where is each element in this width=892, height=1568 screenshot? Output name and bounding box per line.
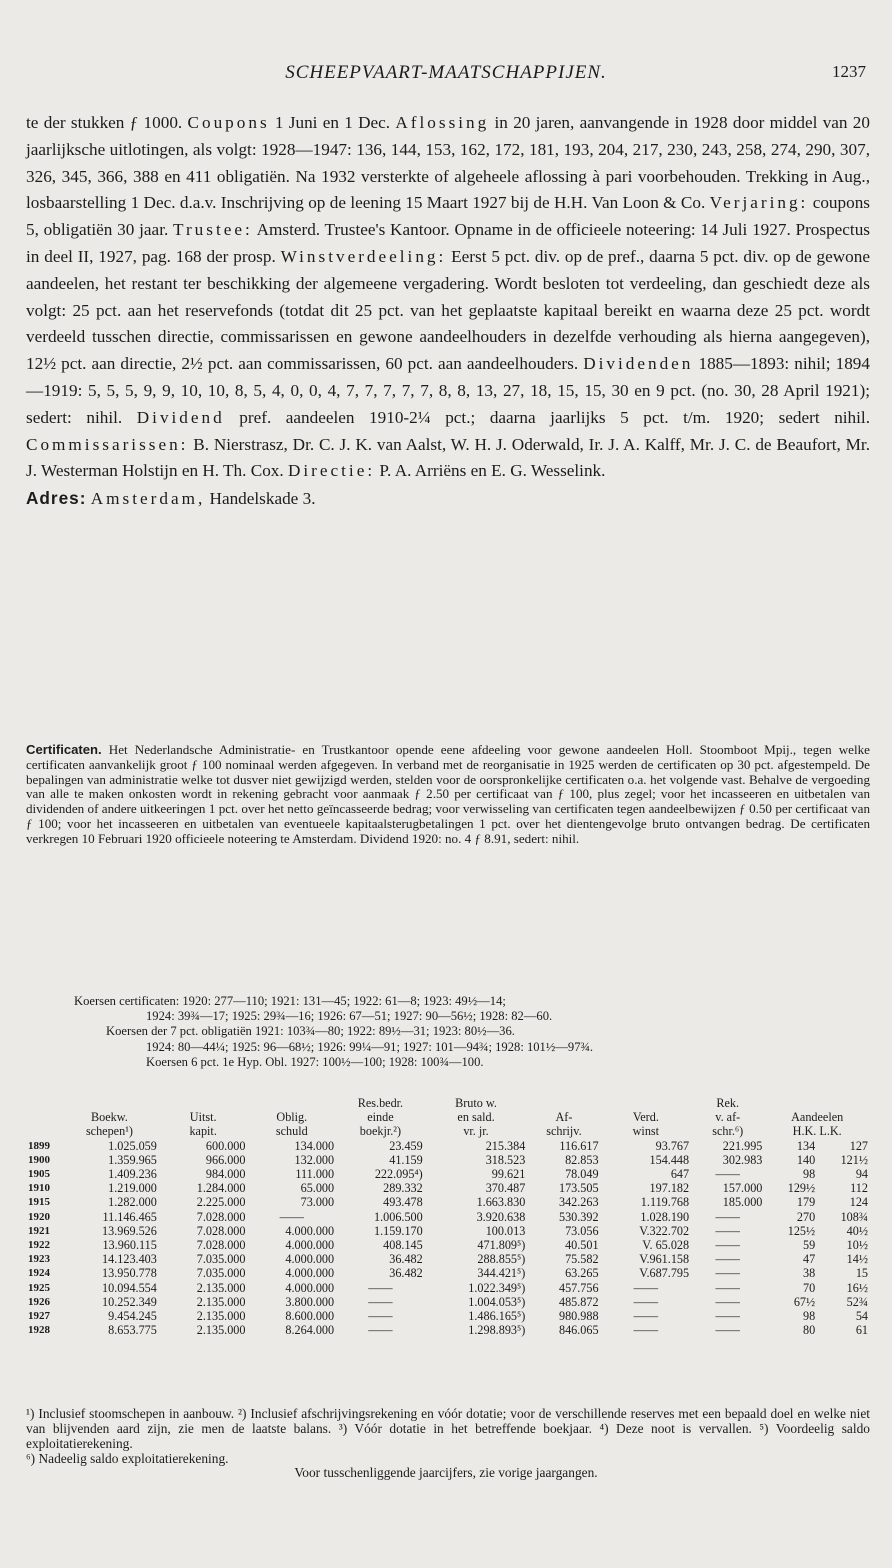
address-line [26, 485, 870, 513]
year-cell: 1899 [28, 1139, 50, 1152]
table-cell: 16½ [846, 1280, 868, 1295]
table-cell: —— [715, 1209, 740, 1224]
year-cell: 1900 [28, 1153, 50, 1166]
table-cell: —— [368, 1280, 393, 1295]
koersen-certificaten-line-1: Koersen certificaten: 1920: 277—110; 1921: 131—45; 1922: 61—8; 1923: 49½—14; [74, 994, 506, 1008]
col-header: einde [367, 1110, 394, 1125]
table-cell: 1.004.053⁵) [468, 1294, 526, 1309]
table-cell: 185.000 [722, 1195, 763, 1210]
table-row [26, 1309, 870, 1323]
text-fragment: coupons 5, obligatiën 30 jaar. [26, 193, 870, 240]
col-header: kapit. [189, 1124, 217, 1139]
col-header [26, 1110, 60, 1124]
table-cell: 7.028.000 [196, 1223, 246, 1238]
table-cell: 98 [802, 1309, 816, 1324]
col-header: Verd. [632, 1110, 659, 1125]
table-cell: 8.600.000 [285, 1309, 335, 1324]
table-cell: —— [633, 1294, 659, 1309]
table-cell: 530.392 [558, 1209, 599, 1224]
table-cell: 1.219.000 [108, 1181, 157, 1196]
page-number: 1237 [832, 62, 866, 81]
certificaten-section [26, 743, 870, 847]
table-cell: 2.225.000 [196, 1195, 246, 1210]
table-cell: 1.282.000 [108, 1195, 157, 1210]
table-cell: 4.000.000 [285, 1238, 335, 1253]
table-cell: 3.800.000 [285, 1294, 335, 1309]
table-cell: 13.950.778 [102, 1266, 157, 1281]
table-cell: 65.000 [300, 1181, 335, 1196]
table-cell: —— [279, 1209, 304, 1224]
col-header-rek: Rek. [716, 1096, 740, 1110]
table-cell: 1.284.000 [196, 1181, 246, 1196]
table-cell: 94 [855, 1167, 868, 1182]
table-row [26, 1252, 870, 1266]
verjaring-label: Verjaring: [709, 193, 809, 213]
table-cell: —— [715, 1309, 740, 1324]
table-cell: 61 [855, 1323, 868, 1338]
table-cell: 1.028.190 [640, 1209, 690, 1224]
trustee-label: Trustee: [173, 220, 253, 240]
year-cell: 1905 [28, 1168, 50, 1181]
table-cell: 302.983 [722, 1152, 763, 1167]
col-header-resbedr: Res.bedr. [357, 1096, 404, 1110]
table-cell: —— [368, 1294, 393, 1309]
table-cell: 125½ [787, 1223, 816, 1238]
text-fragment: 1 Juni en 1 Dec. [269, 113, 396, 132]
year-cell: 1922 [28, 1239, 50, 1252]
table-cell: 980.988 [558, 1309, 599, 1324]
col-header: Uitst. [189, 1110, 217, 1125]
table-cell: 10½ [846, 1238, 868, 1253]
table-cell: 4.000.000 [285, 1223, 335, 1238]
text-fragment: 1885—1893: nihil; 1894—1919: 5, 5, 5, 9, 9, 10, 10, 8, 5, 4, 0, 0, 4, 7, 7, 7, 7, 7, 8, 8, 13, 27, 18, 15, 15, 30 en 9 pct. (no. 30, 28 April 1921); sedert: nihil. [26, 354, 870, 427]
table-cell: 9.454.245 [108, 1309, 157, 1324]
table-cell: —— [715, 1280, 740, 1295]
text-fragment: in 20 jaren, aanvangende in 1928 door middel van 20 jaarlijksche uitlotingen, als volgt: 1928—1947: 136, 144, 153, 162, 172, 181, 193, 204, 217, 230, 243, 258, 274, 290, 307, 326, 345, 366, 388 en 411 obligatiën. Na 1932 versterkte of algeheele aflossing à pari voorbehouden. Trekking in Aug., losbaarstelling 1 Dec. d.a.v. Inschrijving op de leening 15 Maart 1927 bij de H.H. Van Loon & Co. [26, 113, 870, 213]
table-row [26, 1281, 870, 1295]
col-header: vr. jr. [463, 1124, 489, 1139]
table-cell: 13.969.526 [102, 1223, 157, 1238]
table-cell: 73.056 [565, 1223, 599, 1238]
table-cell: 15 [855, 1266, 868, 1281]
table-cell: 82.853 [565, 1152, 599, 1167]
table-cell: 215.384 [485, 1138, 526, 1153]
table-cell: 370.487 [485, 1181, 526, 1196]
table-cell: 1.359.965 [108, 1152, 157, 1167]
table-row [26, 1181, 870, 1195]
table-cell: 1.025.059 [108, 1138, 157, 1153]
table-cell: 10.252.349 [102, 1294, 157, 1309]
table-cell: 2.135.000 [196, 1323, 246, 1338]
table-cell: 1.298.893⁵) [468, 1323, 526, 1338]
year-cell: 1927 [28, 1310, 50, 1323]
table-cell: 173.505 [558, 1181, 599, 1196]
table-cell: 99.621 [491, 1167, 526, 1182]
closing-note: Voor tusschenliggende jaarcijfers, zie vorige jaargangen. [294, 1465, 598, 1480]
text-fragment: pref. aandeelen 1910-2¼ pct.; daarna jaarlijks 5 pct. t/m. 1920; sedert nihil. [224, 407, 870, 427]
table-cell: 52¾ [846, 1294, 868, 1309]
table-cell: 36.482 [389, 1266, 423, 1281]
col-header: v. af- [715, 1110, 741, 1125]
col-header-bruto: Bruto w. [455, 1096, 497, 1110]
table-cell: 59 [802, 1238, 816, 1253]
table-cell: 132.000 [294, 1152, 335, 1167]
table-cell: 75.582 [565, 1252, 599, 1267]
table-cell: 408.145 [383, 1238, 423, 1253]
table-cell: 112 [850, 1181, 868, 1196]
adres-street: Handelskade 3. [205, 489, 316, 509]
table-cell: 157.000 [722, 1181, 763, 1196]
col-header: schr.⁶) [712, 1124, 744, 1139]
table-cell: 140 [796, 1152, 816, 1167]
coupons-label: Coupons [187, 113, 270, 132]
year-cell: 1920 [28, 1210, 50, 1223]
table-cell: 3.920.638 [476, 1209, 526, 1224]
table-cell: 647 [670, 1167, 690, 1182]
table-cell: 67½ [793, 1294, 816, 1309]
table-cell: 73.000 [300, 1195, 335, 1210]
col-header: en sald. [457, 1110, 495, 1125]
table-cell: 2.135.000 [196, 1294, 246, 1309]
dividend-label: Dividend [136, 407, 225, 427]
table-cell: —— [633, 1323, 659, 1338]
table-cell: 10.094.554 [102, 1280, 157, 1295]
table-cell: 8.653.775 [108, 1323, 157, 1338]
table-cell: 40½ [846, 1223, 868, 1238]
col-header: schrijv. [546, 1124, 582, 1139]
table-row [26, 1323, 870, 1337]
table-cell: 966.000 [205, 1152, 246, 1167]
table-cell: 1.486.165⁵) [468, 1309, 526, 1324]
commissarissen-label: Commissarissen: [26, 434, 189, 454]
footnote-text-6: ⁶) Nadeelig saldo exploitatierekening. [26, 1451, 229, 1466]
table-cell: 100.013 [485, 1223, 526, 1238]
table-cell: 8.264.000 [285, 1323, 335, 1338]
koersen-hypotheek-line: Koersen 6 pct. 1e Hyp. Obl. 1927: 100½—100; 1928: 100¾—100. [146, 1054, 484, 1069]
table-cell: 14.123.403 [102, 1252, 157, 1267]
certificaten-text: Het Nederlandsche Administratie- en Trustkantoor opende eene afdeeling voor gewone aandeelen Holl. Stoomboot Mpij., tegen welke certificaten aanvankelijk groot ƒ 100 nominaal werden afgegeven. In verband met de reorganisatie in 1925 werden de certificaten op 30 pct. afgestempeld. De bepalingen van administratie welke tot dusver niet gewijzigd werden, stelden voor de oorspronkelijke certificaten o.a. het volgende vast. Behalve de vergoeding van alle te maken onkosten wordt in rekening gebracht voor aanmaak ƒ 2.50 per certificaat van ƒ 100, plus zegel; voor het incasseeren en uitbetalen van dividenden of andere uitkeeringen 1 pct. over het netto geïncasseerde bedrag; voor verwisseling van certificaten tegen aandeelbewijzen ƒ 0.50 per certificaat van ƒ 100; voor het incasseeren en uitbetalen van eventueele kapitaalsterugbetalingen 1 pct. over het dientengevolge bruto ontvangen bedrag. De certificaten verkregen 10 Februari 1920 officieele noteering te Amsterdam. Dividend 1920: no. 4 ƒ 8.91, sedert: nihil. [26, 742, 870, 846]
aflossing-label: Aflossing [395, 113, 490, 132]
col-header: Af- [555, 1110, 573, 1125]
year-cell: 1910 [28, 1182, 50, 1195]
col-header: schepen¹) [85, 1124, 133, 1139]
table-cell: 179 [796, 1195, 816, 1210]
table-cell: 70 [802, 1280, 816, 1295]
table-cell: 13.960.115 [102, 1238, 157, 1253]
main-text [26, 110, 870, 513]
table-cell: 289.332 [383, 1181, 423, 1196]
col-header [26, 1124, 60, 1138]
year-cell: 1926 [28, 1295, 50, 1308]
koersen-section [26, 994, 870, 1070]
footnotes [26, 1406, 870, 1466]
year-cell: 1925 [28, 1281, 50, 1294]
table-row [26, 1195, 870, 1209]
table-cell: 4.000.000 [285, 1280, 335, 1295]
col-header: Oblig. [276, 1110, 308, 1125]
table-cell: 7.035.000 [196, 1266, 246, 1281]
adres-label: Adres: [26, 488, 87, 509]
table-row [26, 1153, 870, 1167]
table-cell: 129½ [787, 1181, 816, 1196]
table-cell: 127 [849, 1138, 868, 1153]
table-cell: 47 [802, 1252, 816, 1267]
koersen-obligaties-line-2: 1924: 80—44¼; 1925: 96—68½; 1926: 99¼—91; 1927: 101—94¾; 1928: 101½—97¾. [146, 1039, 594, 1054]
table-cell: —— [715, 1323, 740, 1338]
table-cell: —— [715, 1252, 740, 1267]
running-title: SCHEEPVAART-MAATSCHAPPIJEN. [285, 62, 607, 83]
table-cell: —— [633, 1280, 659, 1295]
table-cell: 4.000.000 [285, 1266, 335, 1281]
table-body [26, 1139, 870, 1338]
table-cell: 342.263 [558, 1195, 599, 1210]
year-cell: 1923 [28, 1253, 50, 1266]
financial-table [26, 1096, 870, 1337]
table-cell: 318.523 [485, 1152, 526, 1167]
table-cell: 124 [849, 1195, 868, 1210]
table-cell: 485.872 [558, 1294, 599, 1309]
table-cell: 98 [802, 1167, 816, 1182]
text-fragment: te der stukken ƒ 1000. [26, 113, 188, 132]
table-cell: 1.159.170 [373, 1223, 423, 1238]
table-row [26, 1238, 870, 1252]
table-cell: 600.000 [205, 1138, 246, 1153]
table-row [26, 1224, 870, 1238]
table-cell: 471.809⁵) [477, 1238, 526, 1253]
col-header: Aandeelen [791, 1110, 844, 1125]
year-cell: 1915 [28, 1196, 50, 1209]
table-cell: 111.000 [295, 1167, 335, 1182]
table-cell: 41.159 [389, 1152, 423, 1167]
company-paragraph [26, 110, 870, 485]
table-cell: 134.000 [294, 1138, 335, 1153]
table-row [26, 1210, 870, 1224]
table-cell: —— [715, 1167, 740, 1182]
table-cell: 80 [802, 1323, 816, 1338]
col-header: Boekw. [91, 1110, 128, 1125]
text-fragment: P. A. Arriëns en E. G. Wesselink. [375, 461, 606, 481]
table-cell: V.687.795 [639, 1266, 690, 1281]
directie-label: Directie: [287, 461, 376, 481]
dividenden-label: Dividenden [583, 354, 694, 374]
table-cell: 154.448 [649, 1152, 690, 1167]
table-cell: 288.855⁵) [477, 1252, 526, 1267]
table-cell: 63.265 [565, 1266, 599, 1281]
table-cell: V.322.702 [639, 1223, 690, 1238]
table-cell: 2.135.000 [196, 1280, 246, 1295]
page-header [0, 62, 892, 88]
table-cell: 78.049 [565, 1167, 599, 1182]
table-cell: 457.756 [558, 1280, 599, 1295]
table-row [26, 1266, 870, 1280]
table-cell: 7.028.000 [196, 1238, 246, 1253]
table-cell: 36.482 [389, 1252, 423, 1267]
col-header: boekjr.²) [359, 1124, 402, 1139]
footnote-text: ¹) Inclusief stoomschepen in aanbouw. ²) Inclusief afschrijvingsrekening en vóór dotatie; voor de verschillende reserves met een bepaald doel en welke niet van blijvenden aard zijn, zie men de laatste balans. ³) Vóór dotatie in het betreffende boekjaar. ⁴) Deze noot is vervallen. ⁵) Voordeelig saldo exploitatierekening. [26, 1406, 870, 1451]
table-cell: 108¾ [840, 1209, 868, 1224]
table-header-row-2 [26, 1124, 870, 1138]
table-cell: —— [633, 1309, 659, 1324]
table-cell: 7.028.000 [196, 1209, 246, 1224]
table-cell: —— [368, 1323, 393, 1338]
table-header-row-1 [26, 1110, 870, 1124]
col-header: H.K. L.K. [792, 1124, 842, 1139]
table-row [26, 1295, 870, 1309]
table-cell: 984.000 [205, 1167, 246, 1182]
year-cell: 1924 [28, 1267, 50, 1280]
table-cell: 222.095⁴) [374, 1167, 423, 1182]
table-top-header-row [26, 1096, 870, 1110]
text-fragment: Eerst 5 pct. div. op de pref., daarna 5 pct. div. op de gewone aandeelen, het restant ter beschikking der algemeene vergadering. Wordt besloten tot verdeeling, dan geschiedt deze als volgt: 25 pct. aan het reservefonds (totdat dit 25 pct. van het geplaatste kapitaal bereikt en waarna deze 25 pct. wordt verdeeld tusschen directie, commissarissen en gewone aandeelhouders in dezelfde verhouding als hierna aangegeven), 12½ pct. aan directie, 2½ pct. aan commissarissen, 60 pct. aan aandeelhouders. [26, 246, 870, 374]
col-header: schuld [275, 1124, 308, 1139]
koersen-certificaten-line-2: 1924: 39¾—17; 1925: 29¾—16; 1926: 67—51; 1927: 90—56½; 1928: 82—60. [146, 1009, 553, 1024]
table-cell: V.961.158 [639, 1252, 690, 1267]
table-cell: 93.767 [655, 1138, 690, 1153]
table-cell: 1.022.349⁵) [468, 1280, 526, 1295]
table-cell: 7.035.000 [196, 1252, 246, 1267]
table-cell: 1.006.500 [373, 1209, 423, 1224]
table-cell: 54 [855, 1309, 868, 1324]
table-cell: 38 [802, 1266, 816, 1281]
table-cell: 116.617 [559, 1138, 599, 1153]
table-cell: 846.065 [558, 1323, 599, 1338]
table-cell: 11.146.465 [102, 1209, 157, 1224]
text-fragment: Amsterd. Trustee's Kantoor. Opname in de officieele noteering: 14 Juli 1927. Prospectus in deel II, 1927, pag. 168 der prosp. [26, 220, 870, 266]
certificaten-label: Certificaten. [26, 742, 102, 757]
table-cell: 121½ [840, 1152, 868, 1167]
table-cell: 40.501 [565, 1238, 599, 1253]
table-cell: 4.000.000 [285, 1252, 335, 1267]
table-cell: 2.135.000 [196, 1309, 246, 1324]
table-cell: 270 [796, 1209, 816, 1224]
table-cell: 23.459 [389, 1138, 423, 1153]
table-cell: 1.409.236 [108, 1167, 157, 1182]
year-cell: 1928 [28, 1324, 50, 1337]
table-cell: —— [715, 1223, 740, 1238]
table-cell: 14½ [846, 1252, 868, 1267]
table-cell: —— [368, 1309, 393, 1324]
table-cell: 197.182 [649, 1181, 690, 1196]
table-cell: 134 [796, 1138, 816, 1153]
winstverdeeling-label: Winstverdeeling: [280, 246, 447, 266]
table-cell: V. 65.028 [642, 1238, 690, 1253]
table-cell: 1.663.830 [476, 1195, 526, 1210]
table-cell: 221.995 [722, 1138, 763, 1153]
table-cell: —— [715, 1294, 740, 1309]
table-cell: —— [715, 1238, 740, 1253]
table-cell: 344.421⁵) [477, 1266, 526, 1281]
table-cell: —— [715, 1266, 740, 1281]
text-fragment: B. Nierstrasz, Dr. C. J. K. van Aalst, W. H. J. Oderwald, Ir. J. A. Kalff, Mr. J. C. de Beaufort, Mr. J. Westerman Holstijn en H. Th. Cox. [26, 434, 870, 481]
table-row [26, 1167, 870, 1181]
col-header: winst [632, 1124, 660, 1139]
koersen-obligaties-line-1: Koersen der 7 pct. obligatiën 1921: 103¾—80; 1922: 89½—31; 1923: 80½—36. [106, 1024, 515, 1039]
adres-city: Amsterdam, [90, 489, 206, 509]
table-cell: 493.478 [383, 1195, 423, 1210]
table-row [26, 1139, 870, 1153]
year-cell: 1921 [28, 1224, 50, 1237]
table-cell: 1.119.768 [640, 1195, 690, 1210]
certificaten-paragraph [26, 743, 870, 847]
